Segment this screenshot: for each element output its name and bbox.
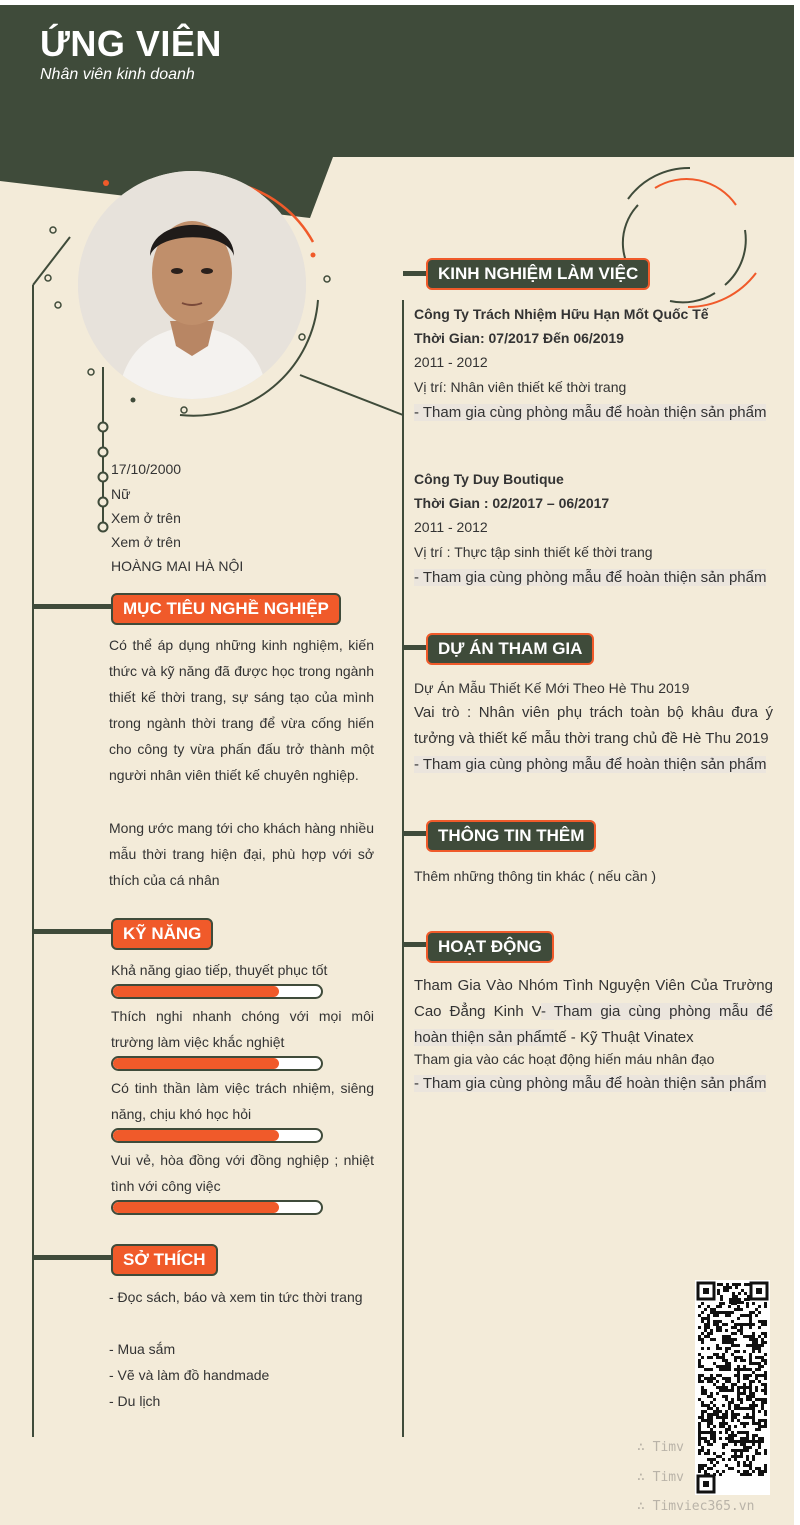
activities-heading: HOẠT ĐỘNG <box>426 931 554 963</box>
objective-text-2: Mong ước mang tới cho khách hàng nhiều mẫu thời trang hiện đại, phù hợp với sở thích của cá nhân <box>109 820 374 888</box>
activity-desc <box>414 1071 773 1097</box>
skill-bar-fill-4 <box>113 1202 279 1213</box>
activity-1-part-c: tế - Kỹ Thuật Vinatex <box>554 1029 694 1046</box>
activity-1-part-b: - Tham gia cùng phòng mẫu để hoàn thiện sản phẩm <box>414 1003 773 1046</box>
qr-code <box>695 1280 770 1495</box>
projects-heading: DỰ ÁN THAM GIA <box>426 633 594 665</box>
project-name: Dự Án Mẫu Thiết Kế Mới Theo Hè Thu 2019 <box>414 680 690 696</box>
extra-text: Thêm những thông tin khác ( nếu cần ) <box>414 868 657 884</box>
job-1-company: Công Ty Trách Nhiệm Hữu Hạn Mốt Quốc Tế <box>414 306 709 322</box>
address: HOÀNG MAI HÀ NỘI <box>111 558 244 574</box>
watermark-3: ∴ Timviec365.vn <box>637 1499 755 1514</box>
objective-text-1: Có thể áp dụng những kinh nghiệm, kiến thức và kỹ năng đã được học trong ngành thiết kế thời trang, sự sáng tạo của mình trong ngành thời trang để vừa cống hiến cho công ty vừa phấn đấu trở thành một người nhân viên thiết kế chuyên nghiệp. <box>109 637 374 783</box>
hobby-item-1: - Đọc sách, báo và xem tin tức thời trang <box>109 1289 363 1305</box>
watermark-2: ∴ Timv <box>637 1470 684 1485</box>
avatar <box>78 171 306 399</box>
experience-heading: KINH NGHIỆM LÀM VIỆC <box>426 258 650 290</box>
project-desc <box>414 752 773 778</box>
project-role: Vai trò : Nhân viên phụ trách toàn bộ khâu đưa ý tưởng và thiết kế mẫu thời trang chủ đề Hè Thu 2019 <box>414 704 773 747</box>
candidate-name: ỨNG VIÊN <box>40 23 222 64</box>
qr-code-pattern <box>695 1280 770 1495</box>
activity-desc-text: - Tham gia cùng phòng mẫu để hoàn thiện sản phẩm <box>414 1075 767 1092</box>
skill-label-1: Khả năng giao tiếp, thuyết phục tốt <box>111 962 328 978</box>
skill-bar-3 <box>111 1128 323 1143</box>
phone: Xem ở trên <box>111 510 181 526</box>
job-1-desc-text: - Tham gia cùng phòng mẫu để hoàn thiện sản phẩm <box>414 404 767 421</box>
job-2-years: 2011 - 2012 <box>414 519 488 535</box>
hobby-item-3: - Vẽ và làm đồ handmade <box>109 1367 270 1383</box>
hobbies-heading: SỞ THÍCH <box>111 1244 218 1276</box>
skill-bar-fill-2 <box>113 1058 279 1069</box>
job-1-desc <box>414 400 773 426</box>
avatar-portrait <box>78 171 306 399</box>
activity-1 <box>414 973 773 1051</box>
job-1-years: 2011 - 2012 <box>414 354 488 370</box>
skill-label-2: Thích nghi nhanh chóng với mọi môi trường làm việc khắc nghiệt <box>111 1008 374 1050</box>
project-desc-text: - Tham gia cùng phòng mẫu để hoàn thiện sản phẩm <box>414 756 767 773</box>
job-2-company: Công Ty Duy Boutique <box>414 471 564 487</box>
skill-bar-fill-3 <box>113 1130 279 1141</box>
watermark-1: ∴ Timv <box>637 1440 684 1455</box>
email: Xem ở trên <box>111 534 181 550</box>
objective-heading: MỤC TIÊU NGHỀ NGHIỆP <box>111 593 341 625</box>
activity-1-part-a: Tham Gia Vào Nhóm Tình Nguyện Viên Của Trường Cao Đẳng Kinh V <box>414 977 773 1020</box>
cv-page <box>0 5 794 1525</box>
activity-2: Tham gia vào các hoạt động hiến máu nhân đạo <box>414 1051 715 1067</box>
skill-bar-2 <box>111 1056 323 1071</box>
gender: Nữ <box>111 486 131 502</box>
job-2-role: Vị trí : Thực tập sinh thiết kế thời trang <box>414 544 653 560</box>
skill-label-4: Vui vẻ, hòa đồng với đồng nghiệp ; nhiệt tình với công việc <box>111 1152 374 1194</box>
hobby-item-2: - Mua sắm <box>109 1341 176 1357</box>
skill-bar-4 <box>111 1200 323 1215</box>
skill-bar-fill-1 <box>113 986 279 997</box>
extra-heading: THÔNG TIN THÊM <box>426 820 596 852</box>
hobby-item-4: - Du lịch <box>109 1393 161 1409</box>
job-1-time: Thời Gian: 07/2017 Đến 06/2019 <box>414 330 624 346</box>
skill-label-3: Có tinh thần làm việc trách nhiệm, siêng năng, chịu khó học hỏi <box>111 1080 374 1122</box>
skills-heading: KỸ NĂNG <box>111 918 213 950</box>
job-2-desc <box>414 565 773 591</box>
birthdate: 17/10/2000 <box>111 461 182 477</box>
candidate-position: Nhân viên kinh doanh <box>40 66 195 83</box>
skill-bar-1 <box>111 984 323 999</box>
job-2-desc-text: - Tham gia cùng phòng mẫu để hoàn thiện sản phẩm <box>414 569 767 586</box>
job-2-time: Thời Gian : 02/2017 – 06/2017 <box>414 495 610 511</box>
job-1-role: Vị trí: Nhân viên thiết kế thời trang <box>414 379 627 395</box>
